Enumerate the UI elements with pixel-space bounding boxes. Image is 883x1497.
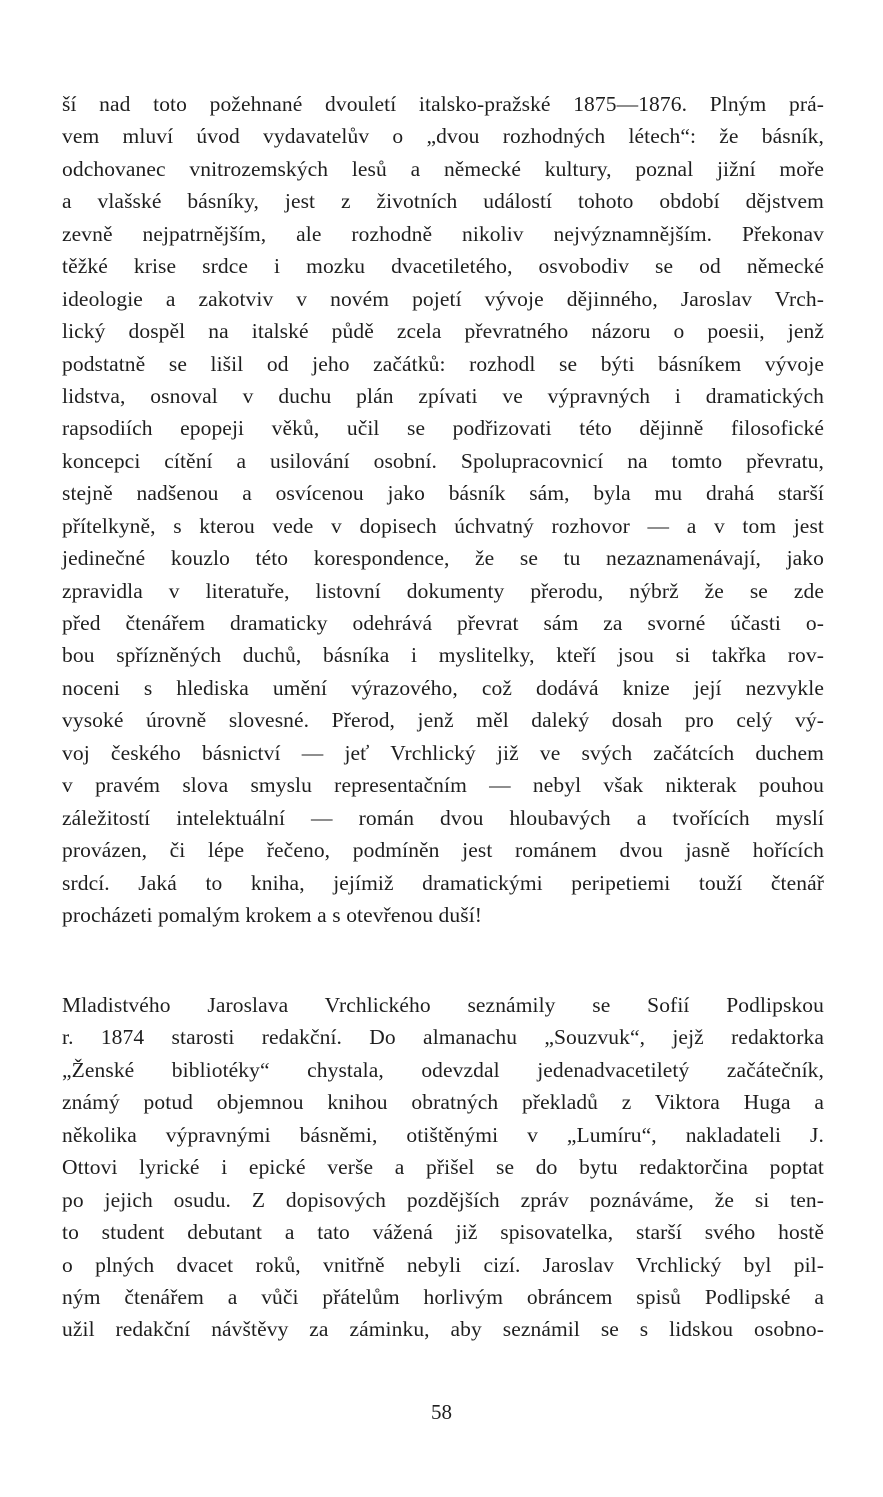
- text-line: noceni s hlediska umění výrazového, což dodává knize její nezvykle: [62, 675, 824, 700]
- text-line: „Ženské bibliotéky“ chystala, odevzdal jedenadvacetiletý začátečník,: [62, 1057, 824, 1082]
- text-line: Mladistvého Jaroslava Vrchlického seznámily se Sofií Podlipskou: [62, 993, 824, 1017]
- text-line: zpravidla v literatuře, listovní dokumenty přerodu, nýbrž že se zde: [62, 578, 824, 603]
- text-line: záležitostí intelektuální — román dvou hloubavých a tvořících myslí: [62, 805, 824, 830]
- text-line: užil redakční návštěvy za záminku, aby seznámil se s lidskou osobno-: [62, 1317, 824, 1342]
- text-line: ným čtenářem a vůči přátelům horlivým obráncem spisů Podlipské a: [62, 1284, 824, 1309]
- text-line: zevně nejpatrnějším, ale rozhodně nikoliv nejvýznamnějším. Překonav: [62, 221, 824, 246]
- text-line: ideologie a zakotviv v novém pojetí vývoje dějinného, Jaroslav Vrch-: [62, 286, 824, 311]
- text-line: r. 1874 starosti redakční. Do almanachu „Souzvuk“, jejž redaktorka: [62, 1025, 824, 1050]
- text-line: několika výpravnými básněmi, otištěnými v „Lumíru“, nakladateli J.: [62, 1122, 824, 1147]
- text-line: Ottovi lyrické i epické verše a přišel se do bytu redaktorčina poptat: [62, 1155, 824, 1180]
- text-line: bou spřízněných duchů, básníka i myslitelky, kteří jsou si takřka rov-: [62, 643, 824, 668]
- text-line: a vlašské básníky, jest z životních událostí tohoto období dějstvem: [62, 189, 824, 214]
- text-line: ší nad toto požehnané dvouletí italsko-pražské 1875—1876. Plným prá-: [62, 92, 824, 116]
- text-line: stejně nadšenou a osvícenou jako básník sám, byla mu drahá starší: [62, 481, 824, 506]
- text-line: před čtenářem dramaticky odehrává převrat sám za svorné účasti o-: [62, 611, 824, 635]
- text-line: lický dospěl na italské půdě zcela převratného názoru o poesii, jenž: [62, 319, 824, 344]
- paragraph-1: [62, 88, 824, 931]
- text-line: přítelkyně, s kterou vede v dopisech úchvatný rozhovor — a v tom jest: [62, 513, 824, 538]
- text-line: srdcí. Jaká to kniha, jejímiž dramatickými peripetiemi touží čtenář: [62, 870, 824, 895]
- text-line: odchovanec vnitrozemských lesů a německé kultury, poznal jižní moře: [62, 156, 824, 181]
- text-line: o plných dvacet roků, vnitřně nebyli cizí. Jaroslav Vrchlický byl pil-: [62, 1252, 824, 1277]
- text-line: lidstva, osnoval v duchu plán zpívati ve výpravných i dramatických: [62, 383, 824, 408]
- text-line: voj českého básnictví — jeť Vrchlický již ve svých začátcích duchem: [62, 740, 824, 765]
- text-line: v pravém slova smyslu representačním — nebyl však nikterak pouhou: [62, 773, 824, 798]
- text-line: po jejich osudu. Z dopisových pozdějších zpráv poznáváme, že si ten-: [62, 1187, 824, 1212]
- text-line: provázen, či lépe řečeno, podmíněn jest románem dvou jasně hořících: [62, 838, 824, 863]
- text-line: vem mluví úvod vydavatelův o „dvou rozhodných létech“: že básník,: [62, 124, 824, 149]
- text-line: vysoké úrovně slovesné. Přerod, jenž měl daleký dosah pro celý vý-: [62, 708, 824, 733]
- text-line: známý potud objemnou knihou obratných překladů z Viktora Huga a: [62, 1090, 824, 1115]
- text-line: podstatně se lišil od jeho začátků: rozhodl se býti básníkem vývoje: [62, 351, 824, 376]
- text-line: těžké krise srdce i mozku dvacetiletého, osvobodiv se od německé: [62, 254, 824, 279]
- text-line: procházeti pomalým krokem a s otevřenou duší!: [62, 902, 483, 927]
- paragraph-2: [62, 989, 824, 1346]
- text-line: jedinečné kouzlo této korespondence, že se tu nezaznamenávají, jako: [62, 546, 824, 571]
- page-number: 58: [431, 1400, 452, 1424]
- text-line: rapsodiích epopeji věků, učil se podřizovati této dějinně filosofické: [62, 416, 824, 441]
- text-line: koncepci cítění a usilování osobní. Spolupracovnicí na tomto převratu,: [62, 448, 824, 473]
- text-line: to student debutant a tato vážená již spisovatelka, starší svého hostě: [62, 1220, 824, 1245]
